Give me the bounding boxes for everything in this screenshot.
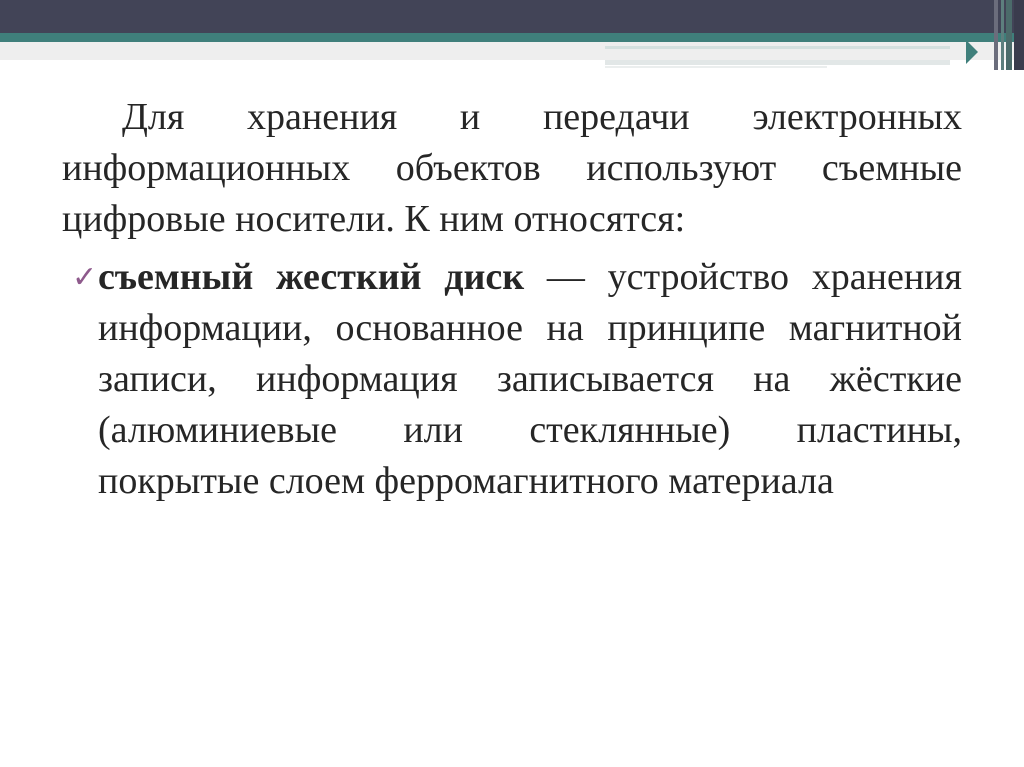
header-accent-line (605, 60, 950, 65)
bullet-item (62, 252, 962, 507)
corner-decoration-bar (1006, 0, 1012, 70)
corner-decoration-bar (994, 0, 998, 70)
corner-arrow-icon (966, 40, 978, 64)
corner-decoration-bar (1014, 0, 1024, 70)
corner-decoration-bar (1001, 0, 1004, 70)
header-accent-line (605, 46, 950, 49)
bullet-term: съемный жесткий диск (98, 256, 525, 298)
header-dark-band (0, 0, 1024, 33)
header-accent-line (605, 66, 827, 68)
intro-paragraph: Для хранения и передачи электронных информационных объектов используют съемные цифровые носители. К ним относятся: (62, 96, 962, 240)
bullet-definition: — устройство хранения информации, основанное на принципе магнитной записи, информация записывается на жёсткие (алюминиевые или стеклянные) пластины, покрытые слоем ферромагнитного материала (98, 256, 962, 502)
slide-body (62, 92, 962, 507)
header-light-band (0, 42, 1024, 60)
header-teal-band (0, 33, 1024, 42)
checkmark-icon: ✓ (72, 260, 98, 295)
